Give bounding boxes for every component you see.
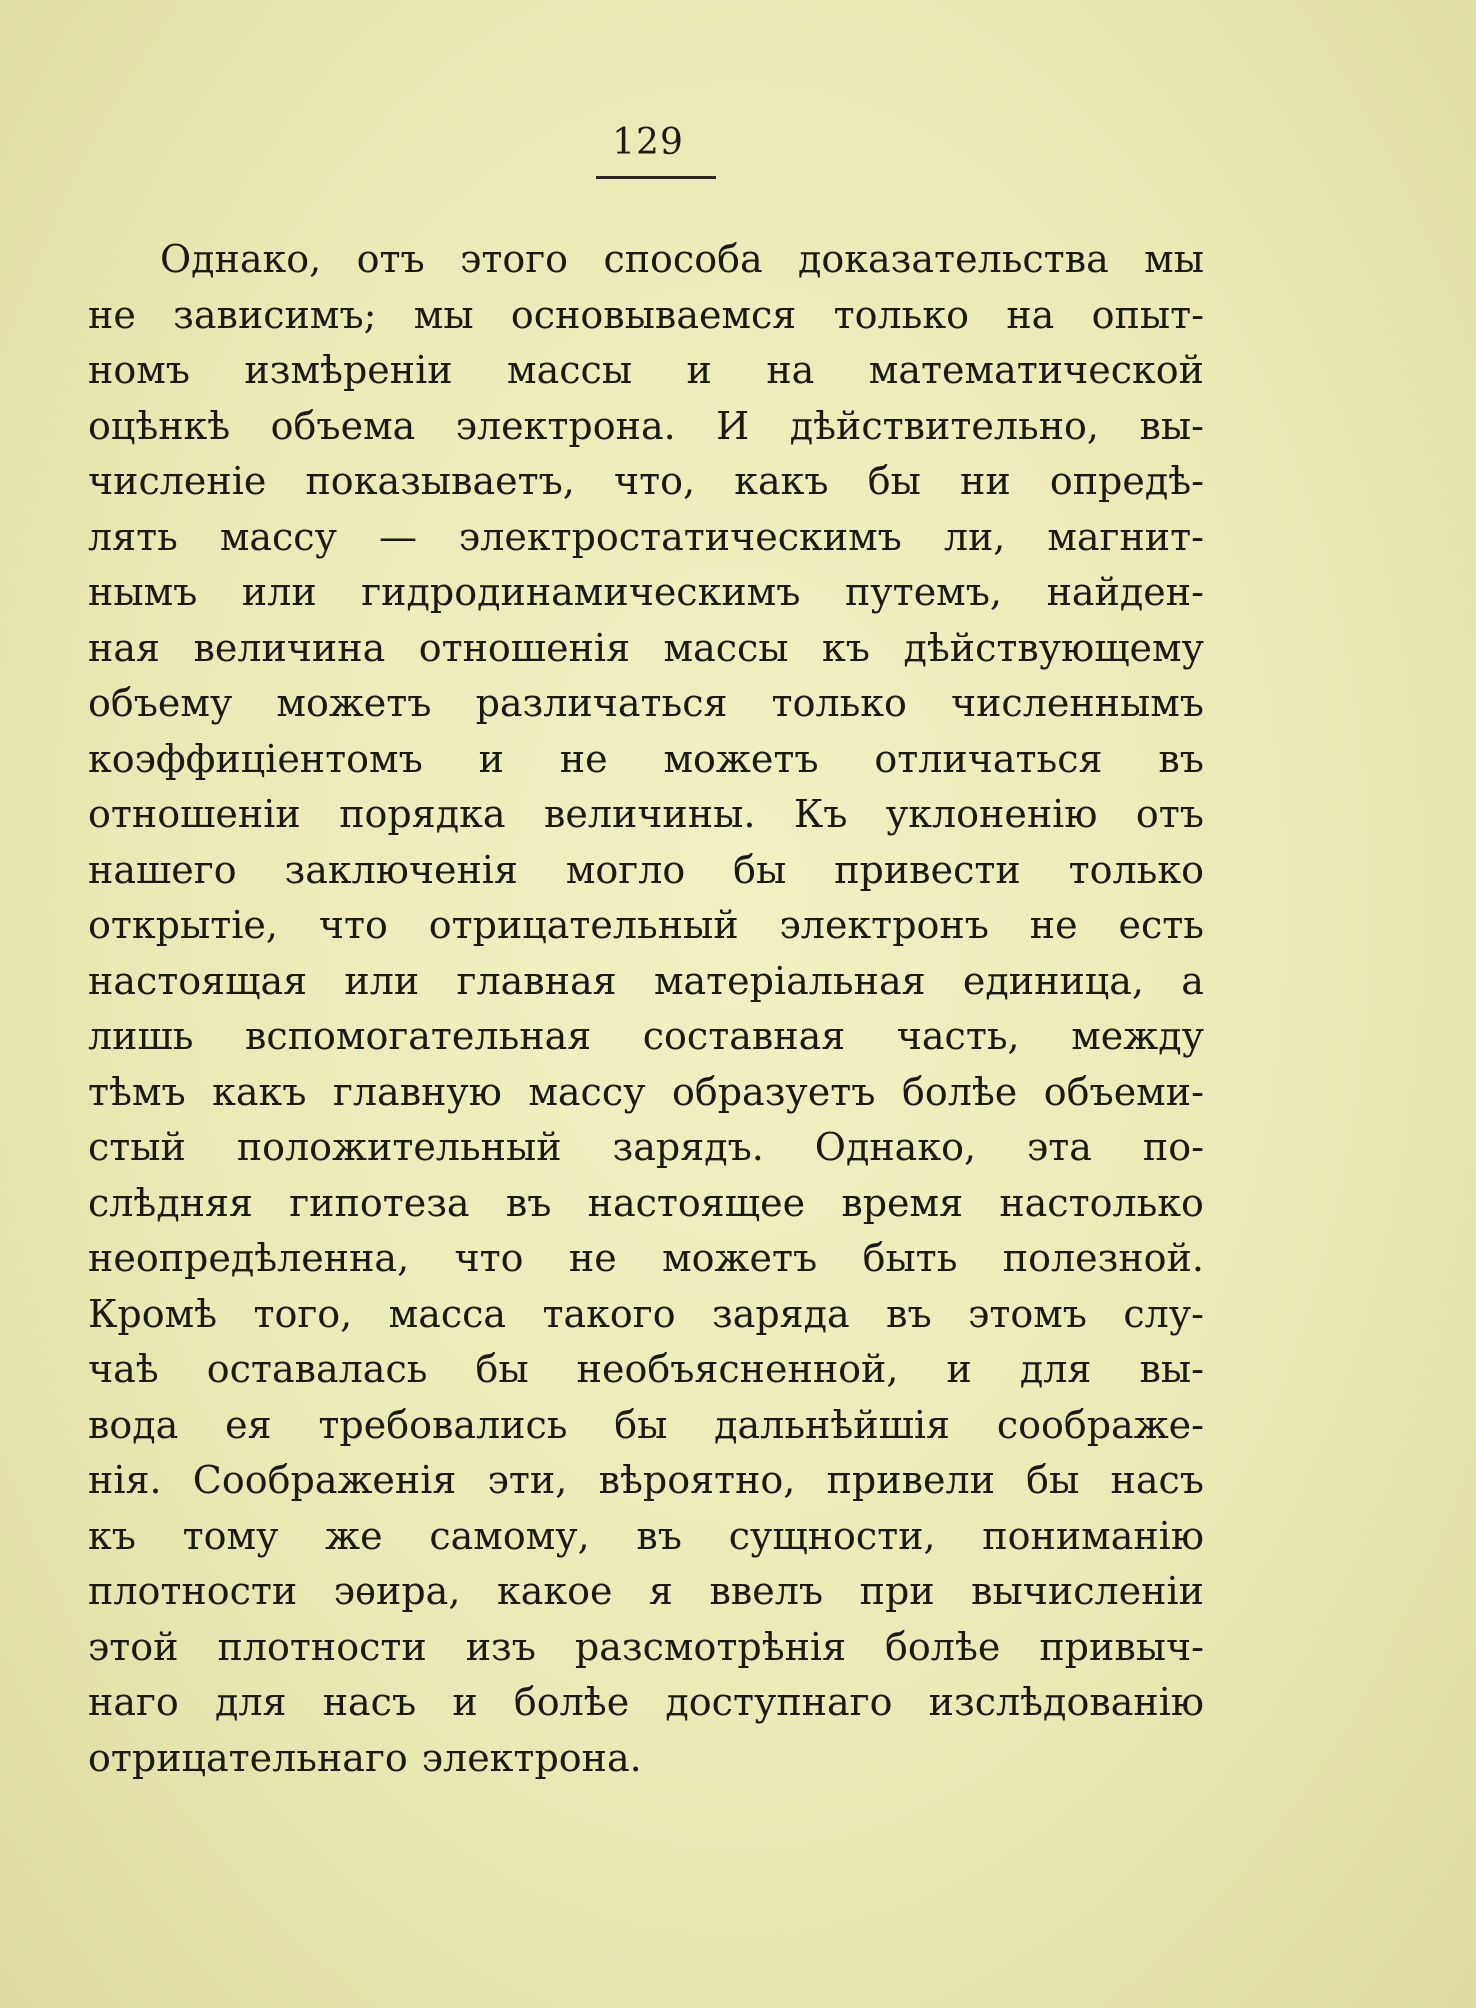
word: объеми-: [1043, 1069, 1204, 1114]
word: Къ: [793, 792, 848, 836]
word: между: [1071, 1014, 1204, 1058]
word: на: [1006, 292, 1055, 337]
word: —: [378, 514, 417, 559]
word: такого: [542, 1291, 676, 1336]
word: эти,: [487, 1458, 568, 1502]
word: слу-: [1123, 1291, 1204, 1336]
word: насъ: [322, 1680, 417, 1724]
word: главную: [332, 1069, 502, 1114]
word: изслѣдованію: [928, 1680, 1204, 1724]
word: необъясненной,: [576, 1347, 899, 1391]
word: что,: [614, 459, 696, 503]
word: коэффиціентомъ: [88, 736, 423, 781]
word: вѣроятно,: [598, 1458, 796, 1502]
word: при: [859, 1569, 935, 1613]
word: мы: [1144, 237, 1204, 281]
text-line: [88, 343, 1204, 399]
word: математической: [868, 348, 1204, 392]
word: единица,: [962, 958, 1144, 1003]
word: не: [559, 736, 608, 781]
text-line: [88, 843, 1204, 899]
word: слѣдняя: [88, 1180, 254, 1225]
word: могло: [565, 847, 686, 892]
word: нія.: [88, 1458, 162, 1502]
word: ни: [960, 459, 1011, 503]
word: оставалась: [206, 1347, 428, 1391]
word: матеріальная: [653, 958, 926, 1003]
word: массы: [663, 625, 789, 670]
word: къ: [88, 1513, 136, 1558]
word: вспомогательная: [245, 1014, 592, 1058]
word: же: [325, 1513, 383, 1558]
word: что: [318, 903, 388, 947]
text-line: [88, 1453, 1204, 1509]
word: величины.: [543, 792, 756, 836]
text-line: [88, 1509, 1204, 1565]
word: дѣйствительно,: [789, 403, 1100, 448]
word: привести: [834, 847, 1021, 892]
word: отличаться: [874, 736, 1103, 781]
word: неопредѣленна,: [88, 1236, 410, 1280]
word: открытіе,: [88, 903, 278, 947]
word: гипотеза: [289, 1180, 470, 1225]
word: только: [833, 292, 969, 337]
word: насъ: [1110, 1458, 1204, 1502]
text-line: [88, 1675, 1204, 1731]
text-line: [88, 232, 1204, 288]
text-line: [88, 1564, 1204, 1620]
text-line: [88, 676, 1204, 732]
word: нашего: [88, 847, 237, 892]
word: измѣреніи: [244, 348, 453, 392]
word: электрона.: [421, 1735, 642, 1780]
word: уклоненію: [885, 792, 1098, 836]
word: настолько: [999, 1180, 1204, 1225]
word: дѣйствующему: [903, 625, 1204, 670]
word: величина: [193, 625, 386, 670]
text-line: [88, 288, 1204, 344]
word: численнымъ: [950, 681, 1204, 725]
word: объема: [270, 403, 416, 448]
word: для: [214, 1680, 287, 1724]
text-line: [88, 399, 1204, 455]
word: гидродинамическимъ: [361, 570, 801, 614]
word: образуетъ: [671, 1069, 876, 1114]
word: на: [766, 348, 815, 392]
word: мы: [413, 292, 474, 337]
body-text: [88, 232, 1204, 1786]
word: численіе: [88, 459, 267, 503]
text-line: [88, 1342, 1204, 1398]
word: найден-: [1046, 570, 1204, 614]
word: стый: [88, 1125, 186, 1169]
word: вы-: [1139, 1347, 1204, 1391]
word: магнит-: [1047, 514, 1204, 559]
word: бы: [1026, 1458, 1080, 1502]
word: зависимъ;: [173, 292, 377, 337]
word: способа: [603, 237, 763, 281]
word: бы: [475, 1347, 529, 1391]
word: объему: [88, 681, 233, 725]
word: электронъ: [779, 903, 989, 947]
word: бы: [614, 1402, 668, 1447]
word: какъ: [734, 459, 829, 503]
word: ли,: [943, 514, 1006, 559]
text-line: [88, 1620, 1204, 1676]
word: для: [1019, 1347, 1092, 1391]
word: Соображенія: [192, 1458, 457, 1502]
text-line: [88, 1009, 1204, 1065]
word: разсмотрѣнія: [574, 1624, 847, 1669]
word: массу: [219, 514, 337, 559]
word: положительный: [236, 1125, 562, 1169]
word: различаться: [475, 681, 728, 725]
text-line: [88, 1120, 1204, 1176]
word: по-: [1142, 1125, 1204, 1169]
word: бы: [867, 459, 921, 503]
word: болѣе: [885, 1624, 1001, 1669]
word: самому,: [429, 1513, 590, 1558]
word: или: [344, 958, 420, 1003]
word: привыч-: [1039, 1624, 1204, 1669]
word: я: [649, 1569, 673, 1613]
word: пониманію: [982, 1513, 1204, 1558]
word: отношенія: [418, 625, 631, 670]
text-line: [88, 1176, 1204, 1232]
word: заключенія: [284, 847, 518, 892]
word: оцѣнкѣ: [88, 403, 231, 448]
word: нымъ: [88, 570, 198, 614]
word: массу: [528, 1069, 646, 1114]
word: ея: [225, 1402, 272, 1447]
word: этой: [88, 1624, 179, 1669]
text-line: [88, 510, 1204, 566]
word: этомъ: [968, 1291, 1087, 1336]
word: быть: [862, 1236, 958, 1280]
word: сущности,: [728, 1513, 936, 1558]
word: къ: [822, 625, 870, 670]
word: того,: [253, 1291, 353, 1336]
word: составная: [642, 1014, 846, 1058]
word: эѳира,: [333, 1569, 461, 1613]
word: только: [771, 681, 907, 725]
word: эта: [1026, 1125, 1092, 1169]
word: что: [454, 1236, 524, 1280]
word: и: [946, 1347, 972, 1391]
word: отрицательнаго: [88, 1735, 408, 1780]
word: въ: [1158, 736, 1204, 781]
word: или: [241, 570, 317, 614]
word: отъ: [1135, 792, 1204, 836]
word: масса: [388, 1291, 507, 1336]
word: наго: [88, 1680, 179, 1724]
word: главная: [456, 958, 617, 1003]
word: бы: [733, 847, 787, 892]
word: есть: [1118, 903, 1204, 947]
word: въ: [636, 1513, 682, 1558]
word: зарядъ.: [612, 1125, 764, 1169]
word: настоящее: [587, 1180, 806, 1225]
word: Однако,: [814, 1125, 977, 1169]
word: электрона.: [455, 403, 676, 448]
text-line: [88, 898, 1204, 954]
text-line: [88, 565, 1204, 621]
word: путемъ,: [844, 570, 1002, 614]
word: ввелъ: [709, 1569, 824, 1613]
word: заряда: [711, 1291, 850, 1336]
word: можетъ: [662, 1236, 818, 1280]
word: порядка: [339, 792, 506, 836]
word: показываетъ,: [305, 459, 575, 503]
word: отношеніи: [88, 792, 301, 836]
word: настоящая: [88, 958, 308, 1003]
word: опредѣ-: [1049, 459, 1204, 503]
word: массы: [507, 348, 633, 392]
word: какъ: [212, 1069, 307, 1114]
word: привели: [826, 1458, 995, 1502]
word: плотности: [217, 1624, 427, 1669]
word: изъ: [465, 1624, 536, 1669]
word: какое: [496, 1569, 613, 1613]
word: этого: [460, 237, 569, 281]
word: лишь: [88, 1014, 194, 1058]
text-line: [88, 732, 1204, 788]
word: тѣмъ: [88, 1069, 186, 1114]
word: основываемся: [510, 292, 797, 337]
text-line: [88, 454, 1204, 510]
text-line: [88, 787, 1204, 843]
word: ная: [88, 625, 160, 670]
word: время: [841, 1180, 964, 1225]
word: И: [716, 403, 750, 448]
word: соображе-: [996, 1402, 1204, 1447]
word: только: [1068, 847, 1204, 892]
word: тому: [182, 1513, 279, 1558]
word: въ: [505, 1180, 552, 1225]
text-line: [88, 1398, 1204, 1454]
word: а: [1181, 958, 1204, 1003]
word: болѣе: [901, 1069, 1018, 1114]
word: доступнаго: [665, 1680, 893, 1724]
word: Кромѣ: [88, 1291, 218, 1336]
word: лять: [88, 514, 178, 559]
word: болѣе: [513, 1680, 630, 1724]
word: часть,: [896, 1014, 1020, 1058]
word: чаѣ: [88, 1347, 159, 1391]
word: требовались: [318, 1402, 568, 1447]
word: дальнѣйшія: [714, 1402, 951, 1447]
word: и: [478, 736, 504, 781]
word: Однако,: [160, 237, 322, 281]
word: опыт-: [1091, 292, 1204, 337]
word: не: [568, 1236, 617, 1280]
word: и: [452, 1680, 478, 1724]
word: доказательства: [798, 237, 1109, 281]
word: полезной.: [1002, 1236, 1204, 1280]
word: можетъ: [276, 681, 432, 725]
word: можетъ: [663, 736, 819, 781]
page-number: 129: [612, 122, 684, 163]
word: въ: [886, 1291, 932, 1336]
word: отъ: [356, 237, 425, 281]
word: отрицательный: [428, 903, 739, 947]
page-number-rule: [596, 176, 716, 179]
text-line: [88, 954, 1204, 1010]
text-line: [88, 1731, 1204, 1787]
text-line: [88, 621, 1204, 677]
word: вода: [88, 1402, 179, 1447]
word: номъ: [88, 348, 190, 392]
word: электростатическимъ: [458, 514, 902, 559]
text-line: [88, 1287, 1204, 1343]
word: не: [88, 292, 136, 337]
text-line: [88, 1231, 1204, 1287]
word: вы-: [1139, 403, 1204, 448]
word: плотности: [88, 1569, 298, 1613]
word: и: [686, 348, 712, 392]
word: вычисленіи: [971, 1569, 1204, 1613]
word: не: [1029, 903, 1078, 947]
text-line: [88, 1065, 1204, 1121]
